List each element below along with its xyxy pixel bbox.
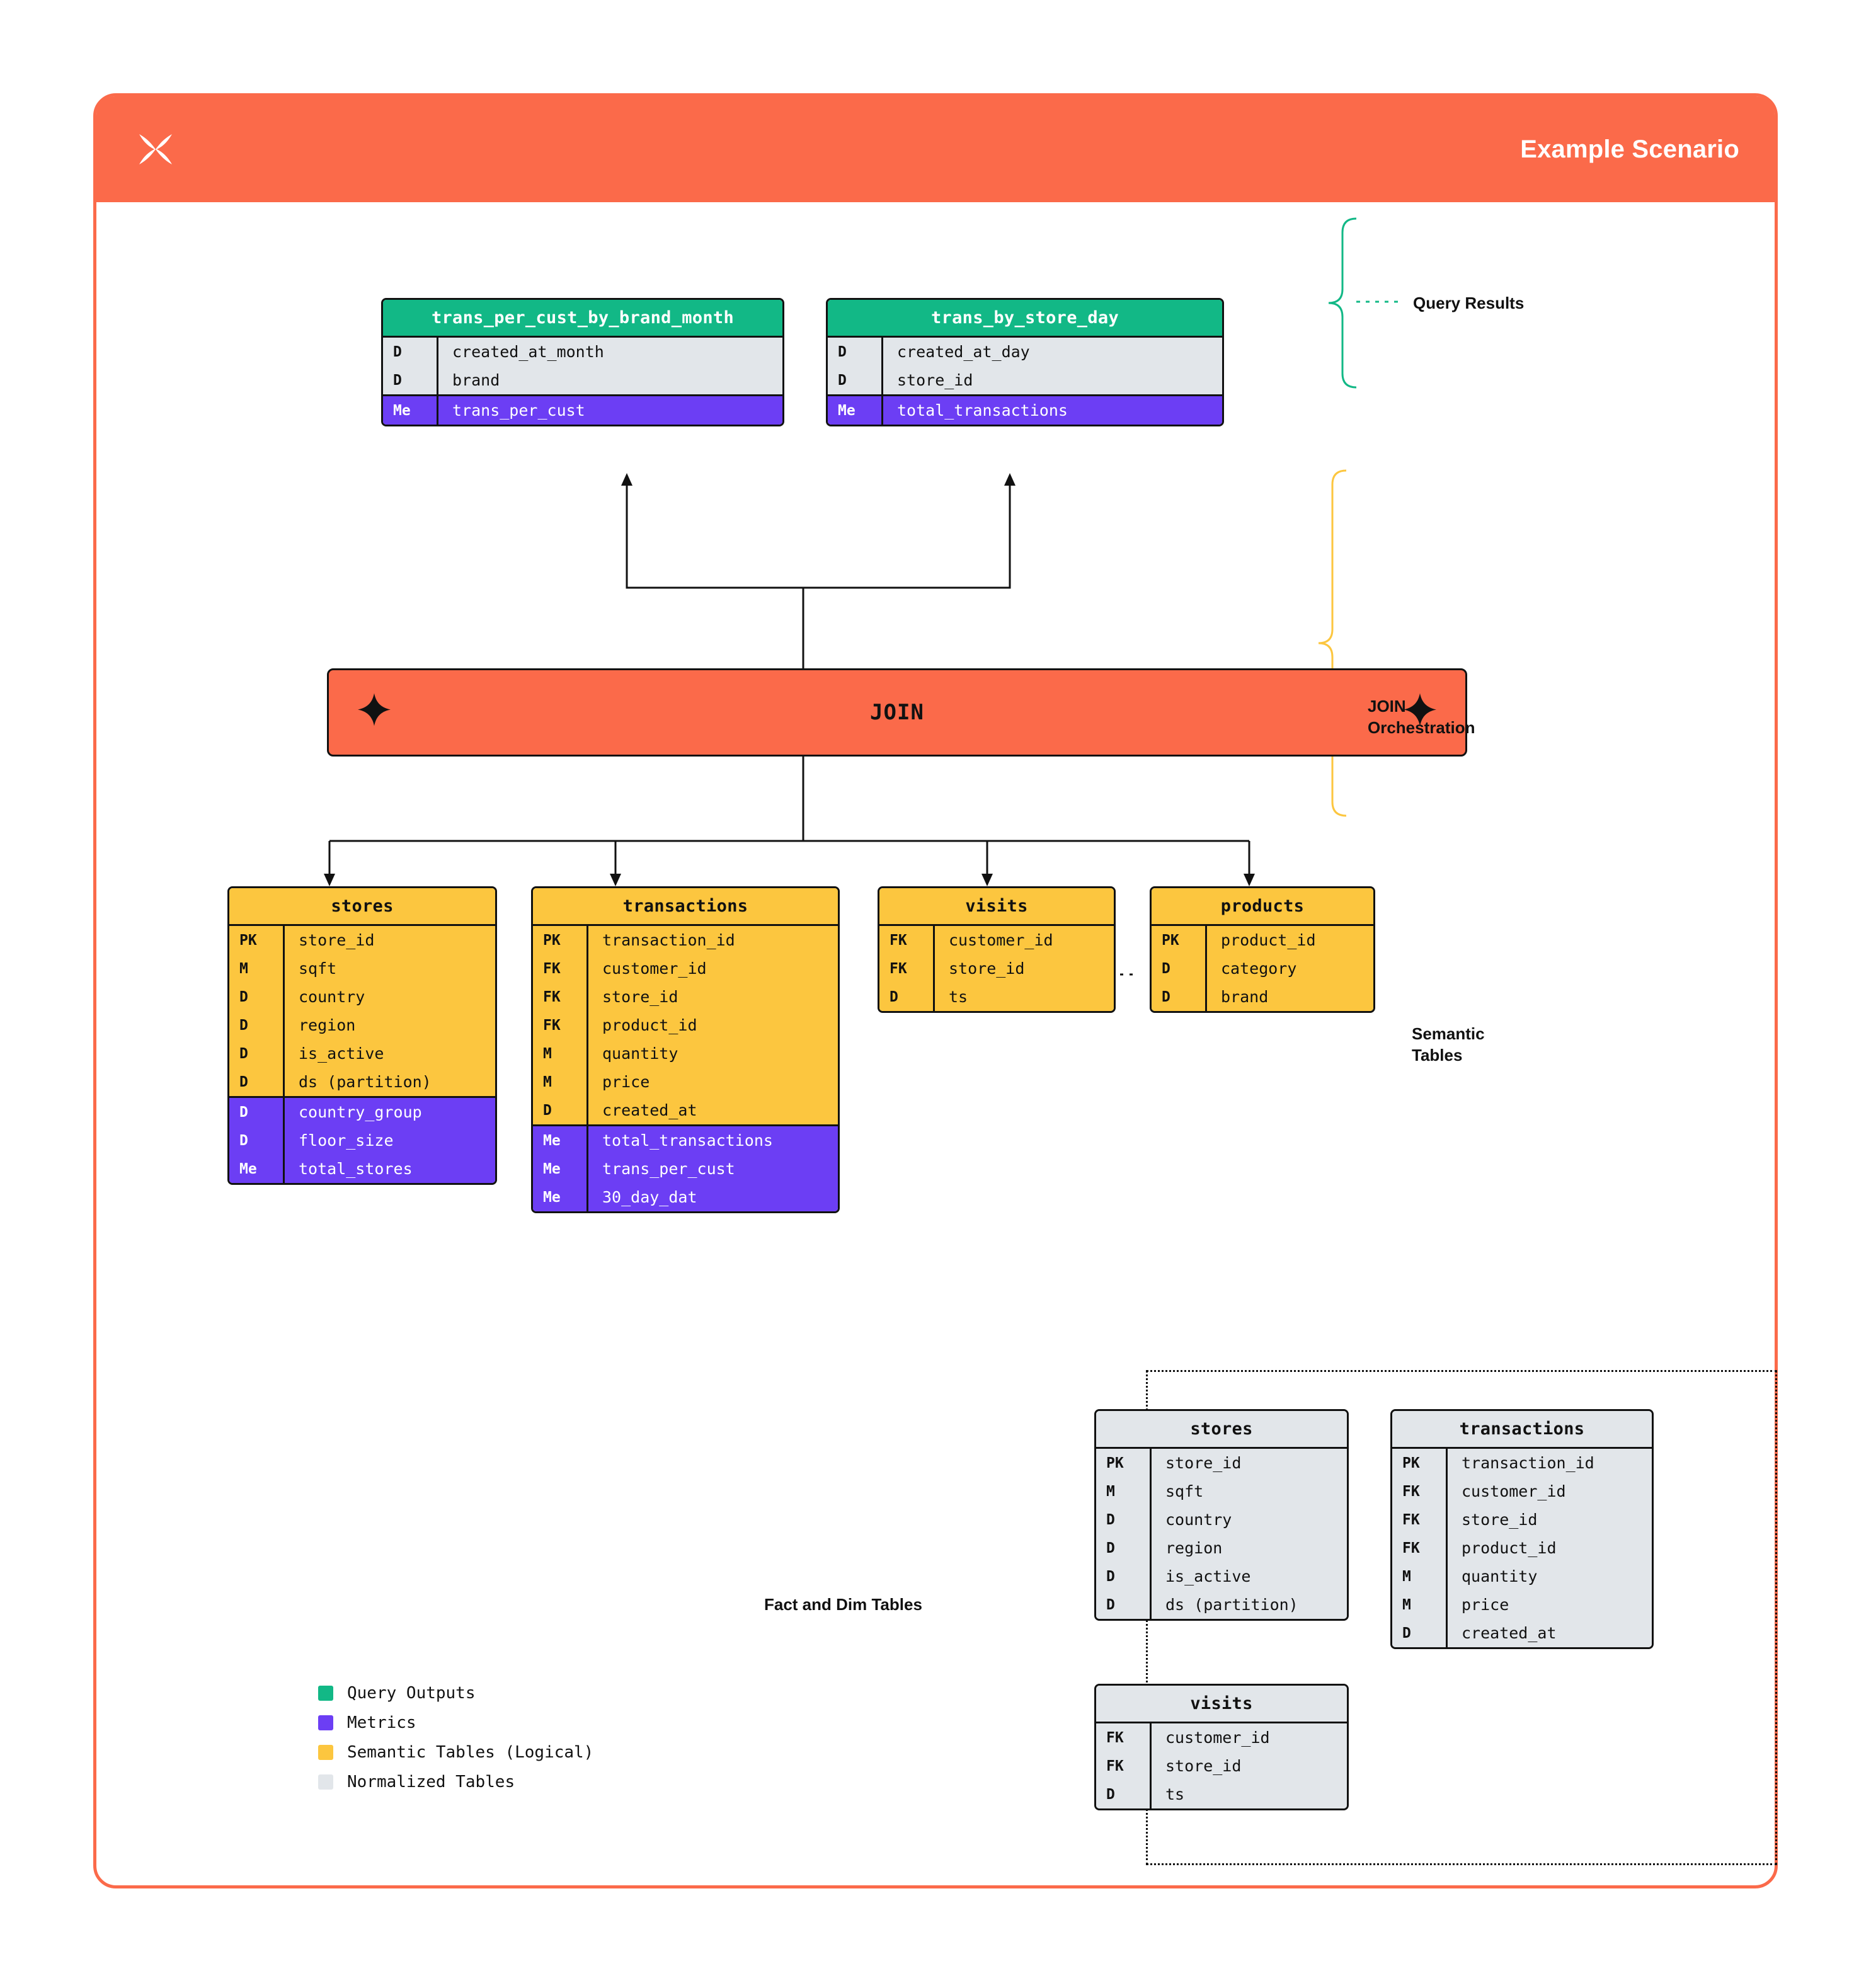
field-name: sqft: [1165, 1482, 1204, 1500]
table-row: [1392, 1619, 1652, 1647]
legend-swatch-metrics: [318, 1715, 333, 1730]
field-key: D: [533, 1096, 588, 1124]
table-row-metric: [533, 1183, 838, 1211]
field-key: Me: [533, 1183, 588, 1211]
field-key: PK: [229, 926, 285, 954]
field-key: D: [229, 1098, 285, 1126]
table-row: [229, 1068, 495, 1096]
table-row: [1152, 954, 1373, 983]
semantic-table-products: [1150, 886, 1375, 1013]
join-label: JOIN: [870, 700, 924, 725]
table-row: [383, 338, 782, 366]
semantic-table-visits: [878, 886, 1116, 1013]
field-name: quantity: [1462, 1567, 1538, 1585]
table-row: [879, 926, 1114, 954]
field-name: category: [1221, 959, 1297, 978]
annotation-query-results: Query Results: [1413, 294, 1525, 312]
semantic-table-transactions: [531, 886, 840, 1213]
table-row: [1152, 983, 1373, 1011]
field-key: M: [1392, 1562, 1448, 1591]
field-name: is_active: [1165, 1567, 1251, 1585]
table-row: [229, 954, 495, 983]
table-row: [533, 1068, 838, 1096]
field-key: FK: [533, 1011, 588, 1039]
table-row: [533, 1011, 838, 1039]
table-header-name: trans_per_cust_by_brand_month: [383, 300, 782, 338]
field-key: FK: [1392, 1477, 1448, 1505]
field-name: total_transactions: [897, 401, 1068, 420]
field-name: customer_id: [949, 931, 1053, 949]
field-name: 30_day_dat: [602, 1188, 697, 1206]
table-row: [1096, 1752, 1347, 1780]
legend-swatch-normalized-tables: [318, 1774, 333, 1790]
field-name: ds (partition): [1165, 1596, 1298, 1614]
field-name: store_id: [1165, 1454, 1242, 1472]
field-name: created_at: [602, 1101, 697, 1119]
field-name: store_id: [602, 988, 678, 1006]
table-row-metric: [383, 394, 782, 425]
table-header-name: visits: [1096, 1686, 1347, 1723]
field-key: D: [383, 338, 438, 366]
legend-item: [318, 1684, 593, 1703]
field-name: region: [299, 1016, 356, 1034]
field-name: customer_id: [1462, 1482, 1566, 1500]
annotation-semantic-tables: [1412, 1024, 1485, 1066]
table-row: [229, 1039, 495, 1068]
field-name: sqft: [299, 959, 337, 978]
table-row: [533, 926, 838, 954]
field-key: D: [1096, 1534, 1152, 1562]
field-key: D: [1096, 1505, 1152, 1534]
legend-label: Query Outputs: [347, 1684, 476, 1703]
field-name: quantity: [602, 1044, 678, 1063]
field-name: total_stores: [299, 1160, 413, 1178]
table-row-metric: [533, 1155, 838, 1183]
table-header-name: trans_by_store_day: [828, 300, 1222, 338]
field-name: price: [602, 1073, 650, 1091]
field-key: FK: [1392, 1534, 1448, 1562]
table-row: [1392, 1449, 1652, 1477]
field-key: Me: [383, 396, 438, 425]
table-row: [229, 1011, 495, 1039]
annotation-join-line1: JOIN: [1368, 697, 1406, 716]
field-name: customer_id: [602, 959, 707, 978]
field-key: FK: [533, 983, 588, 1011]
field-name: is_active: [299, 1044, 384, 1063]
field-name: created_at: [1462, 1624, 1557, 1642]
field-key: D: [1096, 1780, 1152, 1808]
field-key: PK: [1392, 1449, 1448, 1477]
field-name: product_id: [602, 1016, 697, 1034]
field-name: customer_id: [1165, 1728, 1270, 1747]
field-name: region: [1165, 1539, 1223, 1557]
table-header-name: stores: [1096, 1411, 1347, 1449]
query-result-table-0: [381, 298, 784, 426]
field-name: brand: [1221, 988, 1269, 1006]
field-name: brand: [452, 371, 500, 389]
table-row: [1392, 1562, 1652, 1591]
field-name: product_id: [1462, 1539, 1557, 1557]
annotation-semantic-line2: Tables: [1412, 1045, 1463, 1065]
annotation-fact-and-dim: Fact and Dim Tables: [764, 1595, 922, 1614]
field-name: country: [1165, 1511, 1232, 1529]
field-name: price: [1462, 1596, 1509, 1614]
field-name: total_transactions: [602, 1131, 773, 1150]
field-name: store_id: [1165, 1757, 1242, 1775]
table-row: [1096, 1562, 1347, 1591]
field-key: D: [229, 983, 285, 1011]
field-name: created_at_month: [452, 343, 604, 361]
field-key: FK: [879, 954, 935, 983]
table-header-name: stores: [229, 888, 495, 926]
legend-item: [318, 1743, 593, 1762]
x-mark-logo-icon: [132, 125, 180, 173]
table-row: [1096, 1477, 1347, 1505]
table-row-metric: [828, 394, 1222, 425]
card-header: [96, 96, 1775, 202]
field-key: PK: [533, 926, 588, 954]
field-name: floor_size: [299, 1131, 394, 1150]
legend-label: Normalized Tables: [347, 1773, 515, 1791]
field-key: D: [229, 1011, 285, 1039]
table-row: [1152, 926, 1373, 954]
page-title: Example Scenario: [1520, 135, 1739, 163]
table-row: [1096, 1534, 1347, 1562]
field-name: ds (partition): [299, 1073, 432, 1091]
semantic-table-stores: [227, 886, 497, 1185]
field-name: transaction_id: [1462, 1454, 1594, 1472]
field-name: trans_per_cust: [602, 1160, 735, 1178]
field-key: D: [383, 366, 438, 394]
field-name: country_group: [299, 1103, 422, 1121]
table-row: [879, 954, 1114, 983]
field-name: country: [299, 988, 365, 1006]
field-key: D: [1096, 1591, 1152, 1619]
field-key: FK: [533, 954, 588, 983]
field-name: created_at_day: [897, 343, 1030, 361]
field-key: D: [1096, 1562, 1152, 1591]
field-key: D: [229, 1068, 285, 1096]
field-name: store_id: [299, 931, 375, 949]
join-orchestration-bar[interactable]: [327, 668, 1467, 757]
field-key: Me: [533, 1126, 588, 1155]
field-key: D: [1152, 954, 1207, 983]
field-key: D: [828, 338, 883, 366]
field-key: D: [229, 1126, 285, 1155]
field-key: M: [533, 1039, 588, 1068]
annotation-join-orchestration: [1368, 696, 1475, 739]
table-header-name: transactions: [1392, 1411, 1652, 1449]
normalized-table-stores: [1094, 1409, 1349, 1621]
field-key: Me: [828, 396, 883, 425]
field-key: D: [1152, 983, 1207, 1011]
table-row: [533, 1096, 838, 1124]
normalized-table-transactions: [1390, 1409, 1654, 1649]
field-key: D: [879, 983, 935, 1011]
legend-swatch-query-outputs: [318, 1686, 333, 1701]
table-row: [1096, 1723, 1347, 1752]
legend-item: [318, 1773, 593, 1791]
table-row-metric: [229, 1096, 495, 1126]
field-name: store_id: [949, 959, 1025, 978]
table-row: [1096, 1591, 1347, 1619]
table-row: [229, 926, 495, 954]
annotation-semantic-line1: Semantic: [1412, 1024, 1485, 1043]
field-name: transaction_id: [602, 931, 735, 949]
table-row: [533, 983, 838, 1011]
field-name: trans_per_cust: [452, 401, 585, 420]
table-row: [879, 983, 1114, 1011]
normalized-table-visits: [1094, 1684, 1349, 1810]
table-row: [383, 366, 782, 394]
field-key: M: [1392, 1591, 1448, 1619]
table-row: [1096, 1780, 1347, 1808]
table-row-metric: [533, 1124, 838, 1155]
field-key: FK: [1096, 1752, 1152, 1780]
field-key: FK: [1392, 1505, 1448, 1534]
legend: [318, 1684, 593, 1802]
field-key: M: [229, 954, 285, 983]
field-name: ts: [1165, 1785, 1185, 1803]
field-key: PK: [1152, 926, 1207, 954]
table-row: [533, 1039, 838, 1068]
table-row: [1392, 1534, 1652, 1562]
table-row: [828, 338, 1222, 366]
field-key: M: [1096, 1477, 1152, 1505]
table-row-metric: [229, 1155, 495, 1183]
legend-label: Semantic Tables (Logical): [347, 1743, 594, 1762]
field-name: product_id: [1221, 931, 1316, 949]
table-row: [533, 954, 838, 983]
sparkle-icon: [357, 692, 392, 733]
field-key: PK: [1096, 1449, 1152, 1477]
field-key: FK: [1096, 1723, 1152, 1752]
field-key: D: [828, 366, 883, 394]
field-key: M: [533, 1068, 588, 1096]
annotation-join-line2: Orchestration: [1368, 717, 1475, 737]
table-row: [1392, 1505, 1652, 1534]
field-key: FK: [879, 926, 935, 954]
legend-label: Metrics: [347, 1713, 416, 1732]
field-key: D: [1392, 1619, 1448, 1647]
table-row: [1096, 1505, 1347, 1534]
table-header-name: products: [1152, 888, 1373, 926]
table-row-metric: [229, 1126, 495, 1155]
table-row: [1392, 1477, 1652, 1505]
table-header-name: visits: [879, 888, 1114, 926]
table-row: [229, 983, 495, 1011]
field-name: store_id: [1462, 1511, 1538, 1529]
table-row: [1392, 1591, 1652, 1619]
table-row: [828, 366, 1222, 394]
field-key: Me: [533, 1155, 588, 1183]
field-name: ts: [949, 988, 968, 1006]
table-row: [1096, 1449, 1347, 1477]
query-result-table-1: [826, 298, 1224, 426]
table-header-name: transactions: [533, 888, 838, 926]
field-key: D: [229, 1039, 285, 1068]
scenario-card: [93, 93, 1778, 1888]
legend-item: [318, 1713, 593, 1732]
legend-swatch-semantic-tables: [318, 1745, 333, 1760]
field-name: store_id: [897, 371, 973, 389]
field-key: Me: [229, 1155, 285, 1183]
